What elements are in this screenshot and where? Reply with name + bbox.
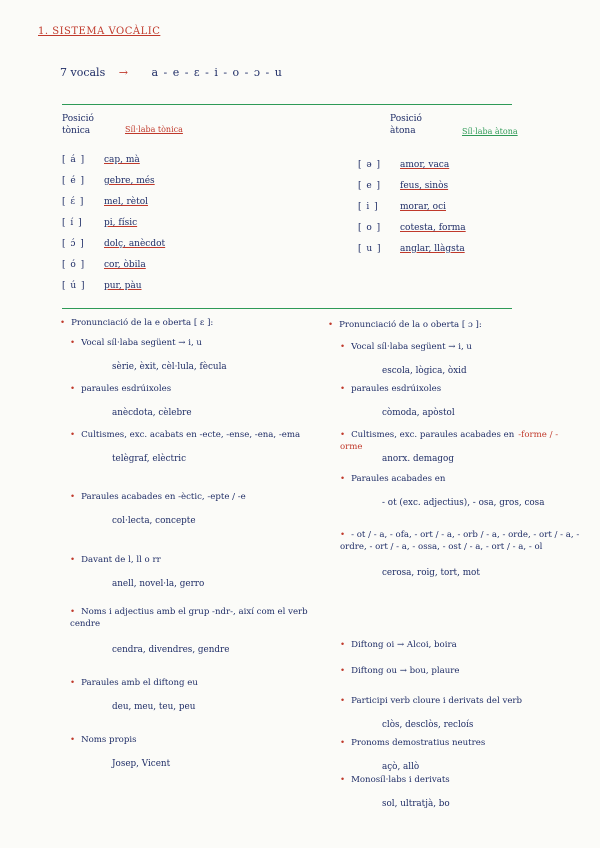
bullet-dot-icon: •: [70, 678, 76, 688]
note-example: clòs, desclòs, recloís: [382, 720, 474, 730]
bullet-dot-icon: •: [70, 735, 76, 745]
note-item: [340, 474, 580, 486]
bullet-dot-icon: •: [340, 342, 346, 352]
note-example: sol, ultratjà, bo: [382, 799, 450, 809]
note-item: [340, 384, 580, 396]
bullet-dot-icon: •: [340, 474, 346, 484]
note-item: [70, 555, 310, 567]
note-item: [340, 666, 580, 678]
left-vowel-row: [62, 281, 142, 291]
note-rule: - ot / - a, - ofa, - ort / - a, - orb / - a, - orde, - ort / - a, - ordre, - ort / - a, - ossa, - ost / - a, - ort / - a, - ol: [340, 530, 580, 552]
note-rule: Pronoms demostratius neutres: [351, 738, 486, 748]
note-item: [70, 735, 310, 747]
note-example: cendra, divendres, gendre: [112, 645, 230, 655]
right-heading-line1: Posició: [390, 114, 422, 124]
note-side-label: -forme / -orme: [340, 430, 559, 452]
ipa-symbol: [ ú ]: [62, 281, 86, 291]
vowel-examples: mel, rètol: [104, 197, 149, 207]
bullet-dot-icon: •: [340, 666, 346, 676]
left-subheading: Síl·laba tònica: [125, 125, 183, 134]
ipa-symbol: [ ó ]: [62, 260, 86, 270]
bullet-dot-icon: •: [70, 338, 76, 348]
left-heading-line2: tònica: [62, 125, 91, 136]
note-example: açò, allò: [382, 762, 420, 772]
note-example: cerosa, roig, tort, mot: [382, 568, 480, 578]
ipa-symbol: [ é ]: [62, 176, 86, 186]
note-example: anècdota, cèlebre: [112, 408, 192, 418]
vocals-list: a - e - ɛ - i - o - ɔ - u: [151, 66, 283, 79]
note-item: [70, 384, 310, 396]
bullet-dot-icon: •: [340, 384, 346, 394]
left-vowel-row: [62, 155, 140, 165]
bullet-dot-icon: •: [340, 696, 346, 706]
note-example: telègraf, elèctric: [112, 454, 187, 464]
note-example: - ot (exc. adjectius), - osa, gros, cosa: [382, 498, 545, 508]
ipa-symbol: [ e ]: [358, 181, 382, 191]
left-vowel-row: [62, 176, 155, 186]
note-example: col·lecta, concepte: [112, 516, 196, 526]
note-rule: Vocal síl·laba següent → i, u: [351, 342, 472, 352]
page-title: 1. SISTEMA VOCÀLIC: [38, 26, 161, 37]
note-rule: Noms i adjectius amb el grup -ndr-, així com el verb cendre: [70, 607, 308, 629]
right-subheading: Síl·laba àtona: [462, 127, 518, 136]
note-item: [340, 342, 580, 354]
right-vowel-row: [358, 160, 449, 170]
note-rule: Cultismes, exc. acabats en -ecte, -ense, -ena, -ema: [81, 430, 301, 440]
note-rule: Cultismes, exc. paraules acabades en: [351, 430, 515, 440]
note-rule: paraules esdrúixoles: [351, 384, 442, 394]
ipa-symbol: [ í ]: [62, 218, 83, 228]
note-item: [340, 738, 580, 750]
bullet-dot-icon: •: [340, 530, 346, 540]
vocals-line: [60, 66, 283, 79]
right-notes-header: [328, 320, 482, 332]
note-item: [70, 492, 310, 504]
bullet-dot-icon: •: [70, 555, 76, 565]
left-heading: [62, 114, 94, 137]
vowel-examples: feus, sinòs: [400, 181, 449, 191]
ipa-symbol: [ o ]: [358, 223, 382, 233]
vowel-examples: cap, mà: [104, 155, 140, 165]
note-item: [70, 678, 310, 690]
note-item: [70, 430, 310, 442]
vocals-label: 7 vocals: [60, 66, 106, 79]
ipa-symbol: [ ɛ́ ]: [62, 197, 85, 207]
vowel-examples: gebre, més: [104, 176, 155, 186]
note-rule: Paraules amb el diftong eu: [81, 678, 198, 688]
right-heading-line2: àtona: [390, 125, 416, 136]
left-vowel-row: [62, 218, 137, 228]
vowel-examples: amor, vaca: [400, 160, 450, 170]
note-item: [340, 530, 580, 553]
bullet-dot-icon: •: [328, 320, 334, 330]
note-rule: Diftong oi → Alcoi, boira: [351, 640, 457, 650]
ipa-symbol: [ i ]: [358, 202, 379, 212]
note-item: [340, 430, 580, 453]
right-vowel-row: [358, 244, 465, 254]
note-item: [70, 607, 310, 630]
note-rule: Diftong ou → bou, plaure: [351, 666, 460, 676]
left-vowel-row: [62, 260, 146, 270]
note-rule: Paraules acabades en: [351, 474, 446, 484]
bullet-dot-icon: •: [340, 640, 346, 650]
note-rule: Participi verb cloure i derivats del verb: [351, 696, 523, 706]
vowel-examples: pi, físic: [104, 218, 138, 228]
vowel-examples: cor, òbila: [104, 260, 146, 270]
note-rule: Davant de l, ll o rr: [81, 555, 161, 565]
vowel-examples: anglar, llàgsta: [400, 244, 465, 254]
bullet-dot-icon: •: [60, 318, 66, 328]
vowel-examples: cotesta, forma: [400, 223, 466, 233]
right-vowel-row: [358, 181, 448, 191]
vowel-examples: dolç, anècdot: [104, 239, 166, 249]
bullet-dot-icon: •: [70, 492, 76, 502]
note-example: anell, novel·la, gerro: [112, 579, 205, 589]
divider-top: [62, 104, 512, 105]
note-example: Josep, Vicent: [112, 759, 171, 769]
left-vowel-row: [62, 197, 148, 207]
note-item: [340, 696, 580, 708]
note-item: [70, 338, 310, 350]
note-example: còmoda, apòstol: [382, 408, 455, 418]
right-vowel-row: [358, 223, 466, 233]
bullet-dot-icon: •: [340, 430, 346, 440]
note-rule: Paraules acabades en -èctic, -epte / -e: [81, 492, 246, 502]
note-item: [340, 775, 580, 787]
divider-middle: [62, 308, 512, 309]
bullet-dot-icon: •: [340, 775, 346, 785]
ipa-symbol: [ ə ]: [358, 160, 382, 170]
right-heading: [390, 114, 422, 137]
vowel-examples: morar, oci: [400, 202, 446, 212]
note-item: [340, 640, 580, 652]
left-notes-header: [60, 318, 213, 330]
left-heading-line1: Posició: [62, 114, 94, 124]
right-notes-header-text: Pronunciació de la o oberta [ ɔ ]:: [339, 320, 482, 330]
note-example: sèrie, èxit, cèl·lula, fècula: [112, 362, 227, 372]
bullet-dot-icon: •: [70, 430, 76, 440]
bullet-dot-icon: •: [70, 384, 76, 394]
left-vowel-row: [62, 239, 165, 249]
right-vowel-row: [358, 202, 446, 212]
arrow-right-icon: →: [118, 66, 128, 79]
note-rule: paraules esdrúixoles: [81, 384, 172, 394]
note-example: anorx. demagog: [382, 454, 454, 464]
bullet-dot-icon: •: [70, 607, 76, 617]
ipa-symbol: [ ɔ́ ]: [62, 239, 85, 249]
note-example: escola, lògica, òxid: [382, 366, 467, 376]
note-rule: Monosíl·labs i derivats: [351, 775, 450, 785]
bullet-dot-icon: •: [340, 738, 346, 748]
vowel-examples: pur, pàu: [104, 281, 142, 291]
ipa-symbol: [ u ]: [358, 244, 382, 254]
note-rule: Noms propis: [81, 735, 137, 745]
note-rule: Vocal síl·laba següent → i, u: [81, 338, 202, 348]
left-notes-header-text: Pronunciació de la e oberta [ ɛ ]:: [71, 318, 214, 328]
note-example: deu, meu, teu, peu: [112, 702, 196, 712]
ipa-symbol: [ á ]: [62, 155, 86, 165]
